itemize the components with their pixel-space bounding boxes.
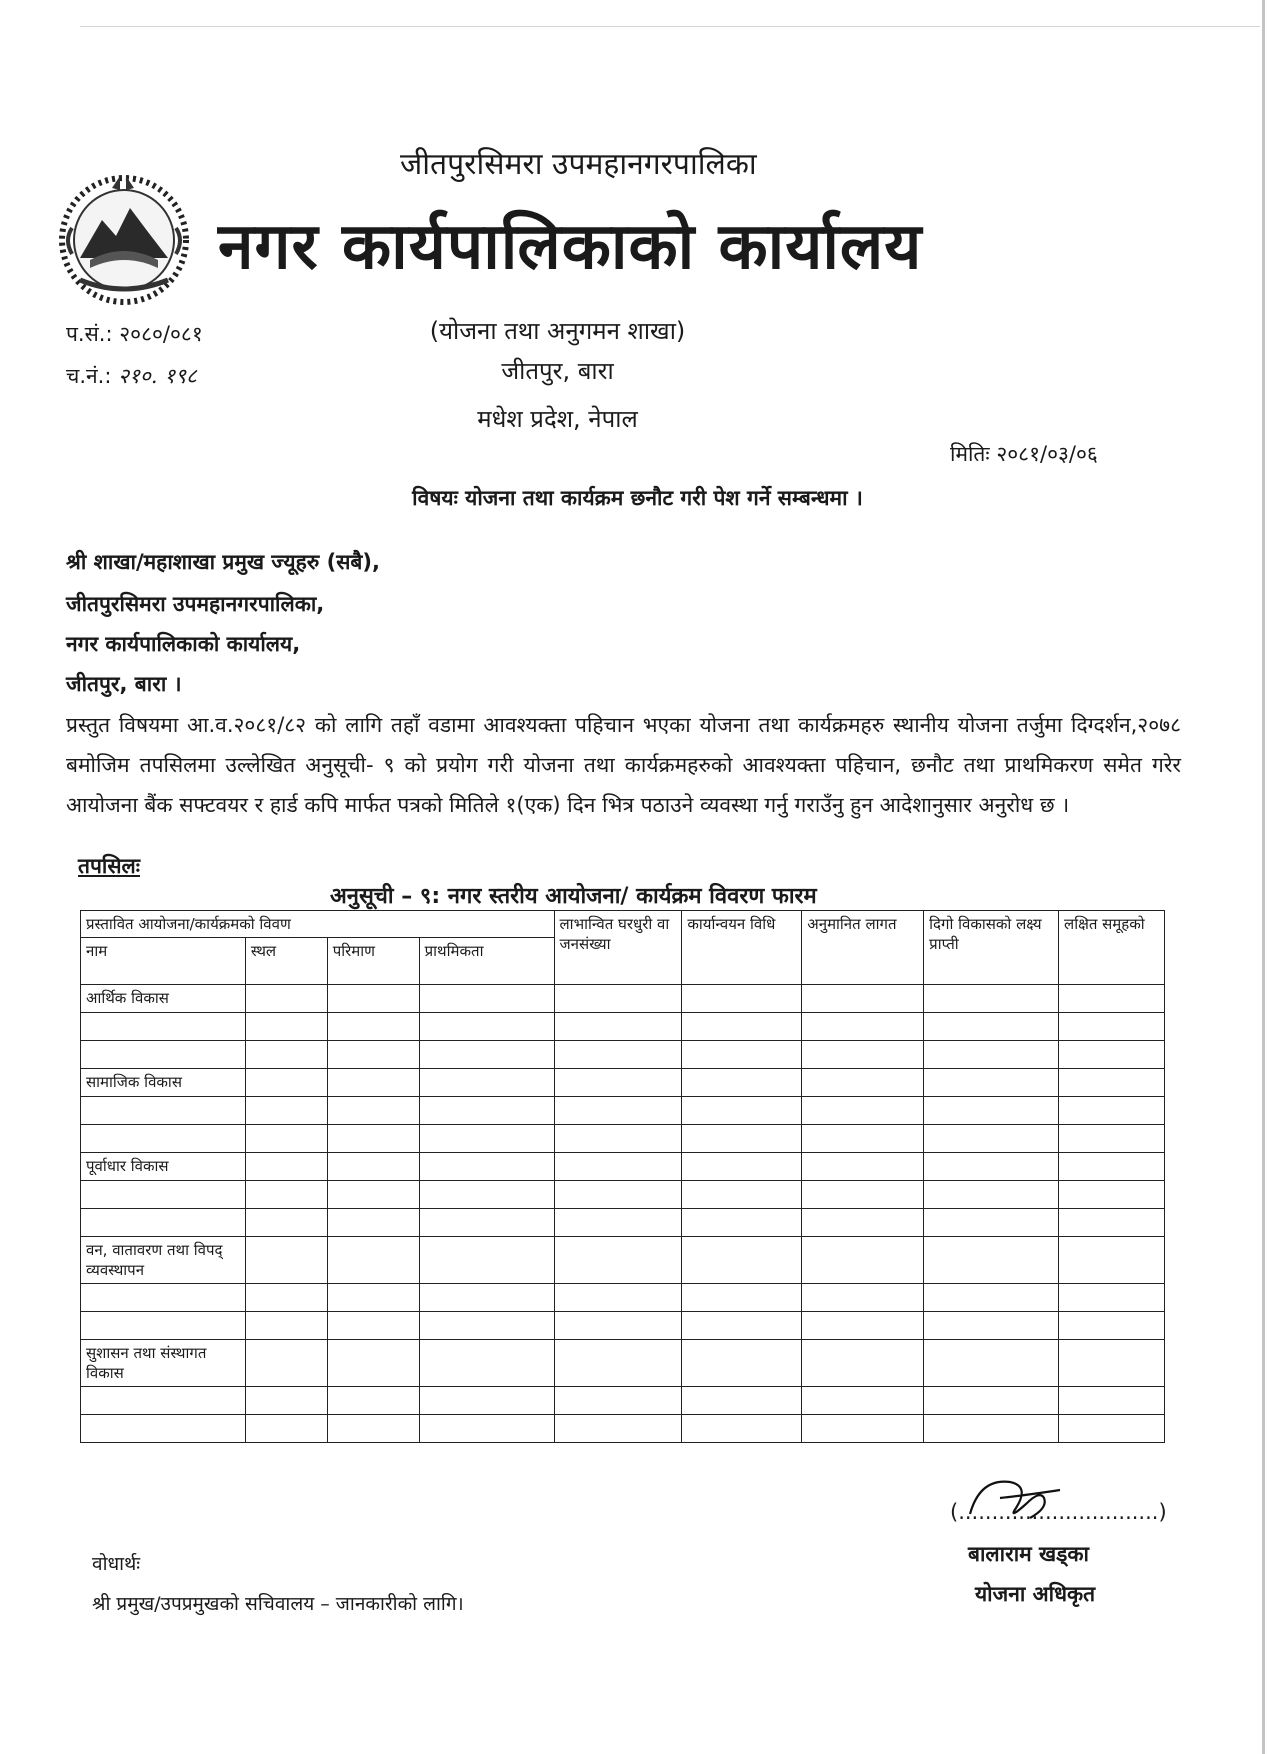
blank-cell <box>802 1097 924 1125</box>
blank-cell <box>802 1013 924 1041</box>
blank-cell <box>802 1181 924 1209</box>
blank-cell <box>419 1041 554 1069</box>
category-row <box>81 1153 1165 1181</box>
blank-cell <box>327 1387 419 1415</box>
blank-cell <box>245 1125 327 1153</box>
letter-subject: विषयः योजना तथा कार्यक्रम छनौट गरी पेश गर्ने सम्बन्धमा । <box>412 486 863 510</box>
blank-cell <box>1059 1097 1165 1125</box>
blank-cell <box>924 1097 1059 1125</box>
blank-cell <box>419 1237 554 1284</box>
blank-row <box>81 1209 1165 1237</box>
blank-cell <box>682 1181 802 1209</box>
blank-cell <box>245 1387 327 1415</box>
blank-cell <box>924 1340 1059 1387</box>
blank-cell <box>245 1340 327 1387</box>
blank-cell <box>327 1284 419 1312</box>
category-row <box>81 1340 1165 1387</box>
addressee-line: जीतपुरसिमरा उपमहानगरपालिका, <box>66 592 325 616</box>
blank-cell <box>554 1181 682 1209</box>
blank-cell <box>419 1013 554 1041</box>
signature-line: (..............................) <box>950 1500 1167 1524</box>
blank-cell <box>1059 1237 1165 1284</box>
blank-cell <box>245 1312 327 1340</box>
dispatch-label: च.नं.: <box>66 364 119 388</box>
blank-cell <box>81 1181 246 1209</box>
blank-cell <box>245 1181 327 1209</box>
addressee-line: नगर कार्यपालिकाको कार्यालय, <box>66 632 301 656</box>
blank-cell <box>924 1013 1059 1041</box>
blank-cell <box>1059 1415 1165 1443</box>
blank-cell <box>327 1125 419 1153</box>
header-cell: लाभान्वित घरधुरी वा जनसंख्या <box>554 911 682 985</box>
category-row <box>81 1069 1165 1097</box>
blank-cell <box>554 1237 682 1284</box>
blank-cell <box>802 985 924 1013</box>
header-cell: परिमाण <box>327 938 419 985</box>
blank-cell <box>1059 1312 1165 1340</box>
cc-label: वोधार्थः <box>92 1553 141 1575</box>
blank-cell <box>924 1069 1059 1097</box>
blank-cell <box>554 1312 682 1340</box>
blank-cell <box>682 1097 802 1125</box>
blank-cell <box>245 985 327 1013</box>
blank-cell <box>924 1312 1059 1340</box>
tapsil-heading: तपसिलः <box>78 854 141 878</box>
blank-cell <box>554 1125 682 1153</box>
category-row <box>81 985 1165 1013</box>
header-cell: दिगो विकासको लक्ष्य प्राप्ती <box>924 911 1059 985</box>
blank-cell <box>1059 1340 1165 1387</box>
category-name-cell: वन, वातावरण तथा विपद् व्यवस्थापन <box>81 1237 246 1284</box>
category-row <box>81 1237 1165 1284</box>
blank-cell <box>682 1125 802 1153</box>
blank-cell <box>554 1340 682 1387</box>
signatory-title: योजना अधिकृत <box>975 1582 1096 1606</box>
blank-cell <box>802 1209 924 1237</box>
blank-cell <box>682 1340 802 1387</box>
blank-cell <box>419 1284 554 1312</box>
project-details-form-table <box>80 910 1165 1443</box>
blank-cell <box>682 1387 802 1415</box>
blank-cell <box>682 1153 802 1181</box>
cc-recipient: श्री प्रमुख/उपप्रमुखको सचिवालय – जानकारीको लागि। <box>92 1593 464 1615</box>
blank-row <box>81 1181 1165 1209</box>
scan-edge-top <box>80 26 1260 27</box>
blank-cell <box>1059 1209 1165 1237</box>
blank-cell <box>245 1097 327 1125</box>
blank-cell <box>327 1097 419 1125</box>
blank-cell <box>245 1209 327 1237</box>
blank-cell <box>245 1041 327 1069</box>
blank-cell <box>327 1340 419 1387</box>
blank-cell <box>554 1041 682 1069</box>
letter-body: प्रस्तुत विषयमा आ.व.२०८१/८२ को लागि तहाँ वडामा आवश्यक्ता पहिचान भएका योजना तथा कार्यक्रमहरु स्थानीय योजना तर्जुमा दिग्दर्शन,२०७८ बमोजिम तपसिलमा उल्लेखित अनुसूची- ९ को प्रयोग गरी योजना तथा कार्यक्रमहरुको आवश्यक्ता पहिचान, छनौट तथा प्राथमिकरण समेत गरेर आयोजना बैंक सफ्टवयर र हार्ड कपि मार्फत पत्रको मितिले १(एक) दिन भित्र पठाउने व्यवस्था गर्नु गराउँनु हुन आदेशानुसार अनुरोध छ । <box>66 713 1181 817</box>
blank-cell <box>327 1237 419 1284</box>
header-cell: प्राथमिकता <box>419 938 554 985</box>
blank-cell <box>802 1069 924 1097</box>
blank-cell <box>419 1069 554 1097</box>
scan-edge-right <box>1262 0 1265 1754</box>
handwritten-signature-icon <box>960 1468 1080 1528</box>
blank-cell <box>327 1013 419 1041</box>
addressee-line: जीतपुर, बारा । <box>66 672 182 696</box>
blank-cell <box>245 1415 327 1443</box>
blank-cell <box>924 1284 1059 1312</box>
dispatch-value: २१०. १९८ <box>118 364 197 388</box>
blank-cell <box>1059 1069 1165 1097</box>
blank-cell <box>802 1387 924 1415</box>
blank-cell <box>1059 1125 1165 1153</box>
category-name-cell: सुशासन तथा संस्थागत विकास <box>81 1340 246 1387</box>
blank-row <box>81 1312 1165 1340</box>
blank-cell <box>419 1097 554 1125</box>
blank-cell <box>419 1153 554 1181</box>
blank-row <box>81 1387 1165 1415</box>
category-name-cell: आर्थिक विकास <box>81 985 246 1013</box>
blank-cell <box>1059 1181 1165 1209</box>
blank-cell <box>327 1181 419 1209</box>
blank-cell <box>682 1312 802 1340</box>
blank-cell <box>419 1387 554 1415</box>
blank-cell <box>924 1209 1059 1237</box>
blank-cell <box>1059 1013 1165 1041</box>
header-cell: कार्यान्वयन विधि <box>682 911 802 985</box>
blank-cell <box>682 1069 802 1097</box>
header-cell: लक्षित समूहको <box>1059 911 1165 985</box>
blank-cell <box>802 1415 924 1443</box>
blank-cell <box>554 1387 682 1415</box>
signatory-name: बालाराम खड्का <box>968 1542 1089 1566</box>
blank-cell <box>1059 1153 1165 1181</box>
blank-cell <box>245 1013 327 1041</box>
blank-cell <box>802 1125 924 1153</box>
blank-cell <box>924 1181 1059 1209</box>
blank-cell <box>554 1153 682 1181</box>
blank-cell <box>419 985 554 1013</box>
blank-cell <box>81 1041 246 1069</box>
blank-cell <box>245 1284 327 1312</box>
blank-cell <box>1059 1284 1165 1312</box>
blank-row <box>81 1041 1165 1069</box>
blank-cell <box>802 1237 924 1284</box>
blank-cell <box>554 985 682 1013</box>
blank-row <box>81 1415 1165 1443</box>
blank-cell <box>81 1312 246 1340</box>
blank-cell <box>682 1415 802 1443</box>
blank-cell <box>802 1312 924 1340</box>
blank-cell <box>554 1013 682 1041</box>
blank-cell <box>682 1284 802 1312</box>
blank-cell <box>81 1125 246 1153</box>
letter-number: प.सं.: २०८०/०८१ <box>66 322 203 346</box>
blank-cell <box>554 1209 682 1237</box>
blank-row <box>81 1284 1165 1312</box>
blank-cell <box>1059 1387 1165 1415</box>
blank-cell <box>1059 1041 1165 1069</box>
blank-cell <box>682 985 802 1013</box>
blank-cell <box>554 1284 682 1312</box>
municipality-name: जीतपुरसिमरा उपमहानगरपालिका <box>400 147 757 182</box>
blank-cell <box>682 1013 802 1041</box>
letter-date: मितिः २०८१/०३/०६ <box>950 442 1098 466</box>
blank-cell <box>682 1237 802 1284</box>
blank-cell <box>81 1097 246 1125</box>
blank-cell <box>924 1125 1059 1153</box>
nepal-emblem-icon <box>50 168 198 308</box>
blank-cell <box>327 1312 419 1340</box>
branch-name: (योजना तथा अनुगमन शाखा) <box>429 317 686 345</box>
blank-row <box>81 1013 1165 1041</box>
blank-cell <box>81 1415 246 1443</box>
blank-cell <box>802 1284 924 1312</box>
blank-cell <box>1059 985 1165 1013</box>
blank-cell <box>554 1069 682 1097</box>
blank-row <box>81 1125 1165 1153</box>
blank-cell <box>802 1153 924 1181</box>
blank-cell <box>682 1209 802 1237</box>
office-location: जीतपुर, बारा <box>501 357 614 385</box>
province-country: मधेश प्रदेश, नेपाल <box>477 405 638 433</box>
blank-cell <box>81 1013 246 1041</box>
blank-cell <box>554 1097 682 1125</box>
blank-cell <box>245 1069 327 1097</box>
blank-cell <box>419 1312 554 1340</box>
office-title: नगर कार्यपालिकाको कार्यालय <box>218 210 923 284</box>
blank-cell <box>924 1237 1059 1284</box>
blank-cell <box>802 1340 924 1387</box>
blank-cell <box>924 985 1059 1013</box>
header-group-cell: प्रस्तावित आयोजना/कार्यक्रमको विवण <box>81 911 555 938</box>
blank-cell <box>327 1069 419 1097</box>
blank-cell <box>419 1340 554 1387</box>
blank-cell <box>245 1153 327 1181</box>
schedule-title: अनुसूची – ९: नगर स्तरीय आयोजना/ कार्यक्रम विवरण फारम <box>330 884 817 909</box>
blank-cell <box>924 1041 1059 1069</box>
blank-cell <box>81 1209 246 1237</box>
blank-cell <box>327 985 419 1013</box>
blank-cell <box>327 1041 419 1069</box>
blank-cell <box>327 1153 419 1181</box>
category-name-cell: पूर्वाधार विकास <box>81 1153 246 1181</box>
blank-cell <box>419 1209 554 1237</box>
blank-cell <box>81 1387 246 1415</box>
blank-cell <box>924 1415 1059 1443</box>
header-cell: अनुमानित लागत <box>802 911 924 985</box>
blank-cell <box>327 1209 419 1237</box>
blank-cell <box>419 1125 554 1153</box>
blank-cell <box>554 1415 682 1443</box>
blank-cell <box>682 1041 802 1069</box>
category-name-cell: सामाजिक विकास <box>81 1069 246 1097</box>
header-cell: स्थल <box>245 938 327 985</box>
blank-cell <box>245 1237 327 1284</box>
blank-row <box>81 1097 1165 1125</box>
blank-cell <box>81 1284 246 1312</box>
blank-cell <box>924 1153 1059 1181</box>
blank-cell <box>802 1041 924 1069</box>
blank-cell <box>419 1415 554 1443</box>
addressee-line: श्री शाखा/महाशाखा प्रमुख ज्यूहरु (सबै), <box>66 550 380 574</box>
header-cell: नाम <box>81 938 246 985</box>
blank-cell <box>327 1415 419 1443</box>
blank-cell <box>924 1387 1059 1415</box>
blank-cell <box>419 1181 554 1209</box>
